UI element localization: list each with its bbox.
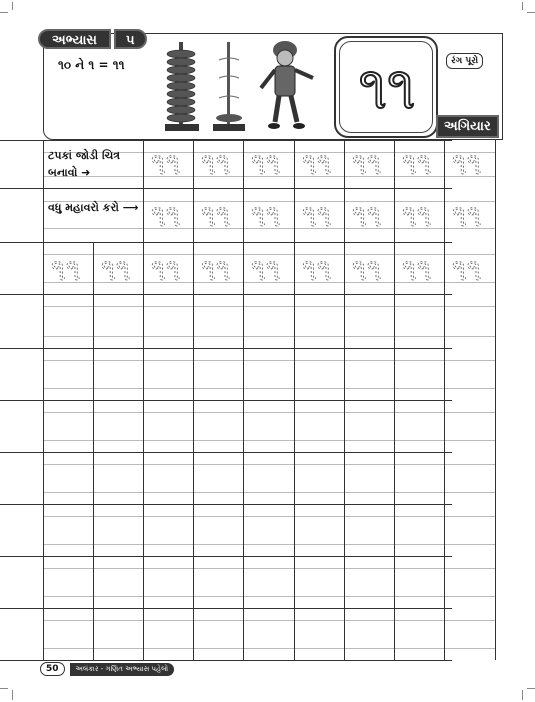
trace-glyph: ૧૧ xyxy=(251,253,281,288)
trace-glyph: ૧૧ xyxy=(201,199,231,234)
trace-glyph: ૧૧ xyxy=(151,199,181,234)
trace-glyph: ૧૧ xyxy=(302,199,332,234)
number-name: અગિયાર xyxy=(436,115,499,138)
row3-trace-glyphs xyxy=(51,253,481,288)
arrow-right-icon: ➜ xyxy=(81,166,91,179)
lesson-label: અભ્યાસ xyxy=(38,29,111,49)
long-arrow-right-icon: ⟶ xyxy=(122,201,139,214)
trace-glyph: ૧૧ xyxy=(352,253,382,288)
trace-glyph: ૧૧ xyxy=(251,147,281,182)
page-number: 50 xyxy=(40,662,65,676)
trace-glyph: ૧૧ xyxy=(51,253,81,288)
page-footer xyxy=(40,662,174,676)
book-title: અલંકાર - ગણિત અભ્યાસ પહેલો xyxy=(70,663,175,676)
connect-dots-text: ટપકાં જોડી ચિત્ર બનાવો xyxy=(48,149,121,179)
big-numeral-text: ૧૧ xyxy=(358,54,416,122)
equation: ૧૦ ને ૧ = ૧૧ xyxy=(58,58,125,72)
lesson-number: ૫ xyxy=(114,29,147,49)
trace-glyph: ૧૧ xyxy=(402,147,432,182)
trace-glyph: ૧૧ xyxy=(352,147,382,182)
row1-trace-glyphs xyxy=(151,147,481,182)
trace-glyph: ૧૧ xyxy=(352,199,382,234)
color-it-label: રંગ પૂરો xyxy=(446,53,483,69)
trace-glyph: ૧૧ xyxy=(452,147,482,182)
trace-glyph: ૧૧ xyxy=(201,253,231,288)
trace-glyph: ૧૧ xyxy=(151,253,181,288)
trace-glyph: ૧૧ xyxy=(302,253,332,288)
write-more-text: વધુ મહાવરો કરો xyxy=(48,201,119,214)
trace-glyph: ૧૧ xyxy=(251,199,281,234)
trace-glyph: ૧૧ xyxy=(452,253,482,288)
row2-trace-glyphs xyxy=(151,199,481,234)
trace-glyph: ૧૧ xyxy=(151,147,181,182)
trace-glyph: ૧૧ xyxy=(402,199,432,234)
trace-glyph: ૧૧ xyxy=(452,199,482,234)
trace-glyph: ૧૧ xyxy=(201,147,231,182)
trace-glyph: ૧૧ xyxy=(402,253,432,288)
trace-glyph: ૧૧ xyxy=(302,147,332,182)
trace-glyph: ૧૧ xyxy=(101,253,131,288)
